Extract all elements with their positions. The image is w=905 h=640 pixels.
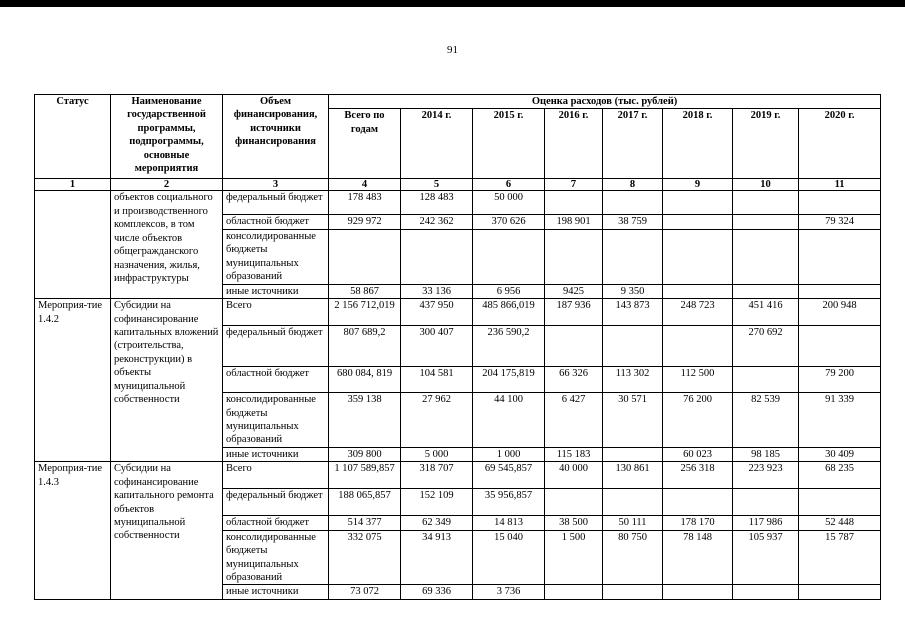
- header-name: Наименование государственной программы, подпрограммы, основные мероприятия: [111, 95, 223, 179]
- column-number: 5: [401, 179, 473, 191]
- year-value-cell: 66 326: [545, 367, 603, 393]
- column-number: 3: [223, 179, 329, 191]
- year-value-cell: [545, 489, 603, 516]
- status-cell: Мероприя-тие 1.4.2: [35, 299, 111, 462]
- year-value-cell: 80 750: [603, 530, 663, 585]
- year-value-cell: 105 937: [733, 530, 799, 585]
- year-value-cell: 82 539: [733, 393, 799, 448]
- year-value-cell: 300 407: [401, 326, 473, 367]
- funding-source-cell: консолидированные бюджеты муниципальных образований: [223, 229, 329, 284]
- column-number: 4: [329, 179, 401, 191]
- year-value-cell: 50 000: [473, 191, 545, 215]
- funding-source-cell: Всего: [223, 299, 329, 326]
- year-value-cell: 38 500: [545, 516, 603, 530]
- year-value-cell: 200 948: [799, 299, 881, 326]
- table-row: [35, 191, 881, 215]
- total-value-cell: 929 972: [329, 215, 401, 229]
- year-value-cell: [473, 229, 545, 284]
- year-value-cell: 437 950: [401, 299, 473, 326]
- year-value-cell: 98 185: [733, 447, 799, 461]
- year-value-cell: [603, 447, 663, 461]
- year-value-cell: [733, 215, 799, 229]
- year-value-cell: [733, 489, 799, 516]
- total-value-cell: 1 107 589,857: [329, 462, 401, 489]
- year-value-cell: 50 111: [603, 516, 663, 530]
- header-year: 2017 г.: [603, 109, 663, 179]
- year-value-cell: 79 324: [799, 215, 881, 229]
- year-value-cell: 76 200: [663, 393, 733, 448]
- year-value-cell: [603, 326, 663, 367]
- table-body: [35, 191, 881, 599]
- header-year: 2016 г.: [545, 109, 603, 179]
- year-value-cell: 242 362: [401, 215, 473, 229]
- total-value-cell: 2 156 712,019: [329, 299, 401, 326]
- year-value-cell: 30 409: [799, 447, 881, 461]
- funding-source-cell: федеральный бюджет: [223, 326, 329, 367]
- program-name-cell: Субсидии на софинансирование капитальных вложений (строительства, реконструкции) в объекты муниципальной собственности: [111, 299, 223, 462]
- year-value-cell: 3 736: [473, 585, 545, 599]
- year-value-cell: 1 000: [473, 447, 545, 461]
- year-value-cell: [733, 229, 799, 284]
- total-value-cell: 309 800: [329, 447, 401, 461]
- year-value-cell: 236 590,2: [473, 326, 545, 367]
- year-value-cell: 5 000: [401, 447, 473, 461]
- year-value-cell: 27 962: [401, 393, 473, 448]
- column-number-row: [35, 179, 881, 191]
- column-number: 8: [603, 179, 663, 191]
- year-value-cell: [663, 585, 733, 599]
- column-number: 7: [545, 179, 603, 191]
- year-value-cell: [799, 585, 881, 599]
- year-value-cell: 256 318: [663, 462, 733, 489]
- year-value-cell: [799, 191, 881, 215]
- total-value-cell: [329, 229, 401, 284]
- funding-source-cell: федеральный бюджет: [223, 191, 329, 215]
- header-year: 2020 г.: [799, 109, 881, 179]
- table-row: [35, 299, 881, 326]
- column-number: 1: [35, 179, 111, 191]
- year-value-cell: [545, 229, 603, 284]
- funding-source-cell: иные источники: [223, 585, 329, 599]
- total-value-cell: 680 084, 819: [329, 367, 401, 393]
- program-name-cell: объектов социального и производственного комплексов, в том числе объектов общегражданского назначения, жилья, инфраструктуры: [111, 191, 223, 299]
- year-value-cell: [799, 229, 881, 284]
- year-value-cell: 78 148: [663, 530, 733, 585]
- year-value-cell: 34 913: [401, 530, 473, 585]
- year-value-cell: [799, 284, 881, 298]
- year-value-cell: [733, 367, 799, 393]
- year-value-cell: 187 936: [545, 299, 603, 326]
- year-value-cell: [663, 191, 733, 215]
- total-value-cell: 332 075: [329, 530, 401, 585]
- funding-source-cell: областной бюджет: [223, 367, 329, 393]
- header-status: Статус: [35, 95, 111, 179]
- year-value-cell: 318 707: [401, 462, 473, 489]
- year-value-cell: 198 901: [545, 215, 603, 229]
- year-value-cell: 14 813: [473, 516, 545, 530]
- year-value-cell: 52 448: [799, 516, 881, 530]
- program-name-cell: Субсидии на софинансирование капитального ремонта объектов муниципальной собственности: [111, 462, 223, 600]
- year-value-cell: [603, 585, 663, 599]
- year-value-cell: 128 483: [401, 191, 473, 215]
- year-value-cell: 117 986: [733, 516, 799, 530]
- column-number: 9: [663, 179, 733, 191]
- year-value-cell: 178 170: [663, 516, 733, 530]
- table-row: [35, 462, 881, 489]
- top-scan-border: [0, 0, 905, 7]
- year-value-cell: [799, 326, 881, 367]
- year-value-cell: 115 183: [545, 447, 603, 461]
- year-value-cell: 68 235: [799, 462, 881, 489]
- year-value-cell: 9425: [545, 284, 603, 298]
- year-value-cell: [603, 489, 663, 516]
- year-value-cell: 40 000: [545, 462, 603, 489]
- year-value-cell: 204 175,819: [473, 367, 545, 393]
- page-number: 91: [447, 44, 458, 56]
- column-number: 2: [111, 179, 223, 191]
- year-value-cell: [663, 284, 733, 298]
- year-value-cell: 112 500: [663, 367, 733, 393]
- funding-source-cell: консолидированные бюджеты муниципальных образований: [223, 393, 329, 448]
- total-value-cell: 359 138: [329, 393, 401, 448]
- year-value-cell: 451 416: [733, 299, 799, 326]
- status-cell: Мероприя-тие 1.4.3: [35, 462, 111, 600]
- year-value-cell: 69 545,857: [473, 462, 545, 489]
- year-value-cell: 9 350: [603, 284, 663, 298]
- total-value-cell: 73 072: [329, 585, 401, 599]
- year-value-cell: 91 339: [799, 393, 881, 448]
- funding-source-cell: федеральный бюджет: [223, 489, 329, 516]
- year-value-cell: 485 866,019: [473, 299, 545, 326]
- funding-source-cell: консолидированные бюджеты муниципальных образований: [223, 530, 329, 585]
- header-year: 2014 г.: [401, 109, 473, 179]
- year-value-cell: 35 956,857: [473, 489, 545, 516]
- header-year: 2019 г.: [733, 109, 799, 179]
- year-value-cell: 33 136: [401, 284, 473, 298]
- year-value-cell: [733, 284, 799, 298]
- year-value-cell: 38 759: [603, 215, 663, 229]
- total-value-cell: 807 689,2: [329, 326, 401, 367]
- year-value-cell: [545, 585, 603, 599]
- year-value-cell: [663, 489, 733, 516]
- year-value-cell: 223 923: [733, 462, 799, 489]
- funding-source-cell: Всего: [223, 462, 329, 489]
- year-value-cell: [603, 191, 663, 215]
- year-value-cell: [799, 489, 881, 516]
- funding-source-cell: иные источники: [223, 447, 329, 461]
- header-estimate: Оценка расходов (тыс. рублей): [329, 95, 881, 109]
- year-value-cell: 69 336: [401, 585, 473, 599]
- status-cell: [35, 191, 111, 299]
- year-value-cell: 113 302: [603, 367, 663, 393]
- year-value-cell: 30 571: [603, 393, 663, 448]
- total-value-cell: 178 483: [329, 191, 401, 215]
- header-volume: Объем финансирования, источники финансирования: [223, 95, 329, 179]
- year-value-cell: [663, 215, 733, 229]
- year-value-cell: 1 500: [545, 530, 603, 585]
- year-value-cell: [733, 585, 799, 599]
- column-number: 6: [473, 179, 545, 191]
- year-value-cell: 248 723: [663, 299, 733, 326]
- year-value-cell: 62 349: [401, 516, 473, 530]
- year-value-cell: 6 956: [473, 284, 545, 298]
- year-value-cell: 130 861: [603, 462, 663, 489]
- header-total: Всего по годам: [329, 109, 401, 179]
- year-value-cell: 15 040: [473, 530, 545, 585]
- year-value-cell: [603, 229, 663, 284]
- year-value-cell: [663, 229, 733, 284]
- year-value-cell: 143 873: [603, 299, 663, 326]
- year-value-cell: [545, 326, 603, 367]
- year-value-cell: 79 200: [799, 367, 881, 393]
- funding-source-cell: областной бюджет: [223, 516, 329, 530]
- header-year: 2015 г.: [473, 109, 545, 179]
- budget-table: [34, 94, 881, 600]
- year-value-cell: 270 692: [733, 326, 799, 367]
- funding-source-cell: иные источники: [223, 284, 329, 298]
- total-value-cell: 58 867: [329, 284, 401, 298]
- year-value-cell: 15 787: [799, 530, 881, 585]
- year-value-cell: 60 023: [663, 447, 733, 461]
- year-value-cell: [663, 326, 733, 367]
- funding-source-cell: областной бюджет: [223, 215, 329, 229]
- header-year: 2018 г.: [663, 109, 733, 179]
- year-value-cell: 6 427: [545, 393, 603, 448]
- year-value-cell: [733, 191, 799, 215]
- column-number: 11: [799, 179, 881, 191]
- total-value-cell: 514 377: [329, 516, 401, 530]
- year-value-cell: [545, 191, 603, 215]
- year-value-cell: 44 100: [473, 393, 545, 448]
- year-value-cell: [401, 229, 473, 284]
- year-value-cell: 104 581: [401, 367, 473, 393]
- year-value-cell: 370 626: [473, 215, 545, 229]
- year-value-cell: 152 109: [401, 489, 473, 516]
- total-value-cell: 188 065,857: [329, 489, 401, 516]
- column-number: 10: [733, 179, 799, 191]
